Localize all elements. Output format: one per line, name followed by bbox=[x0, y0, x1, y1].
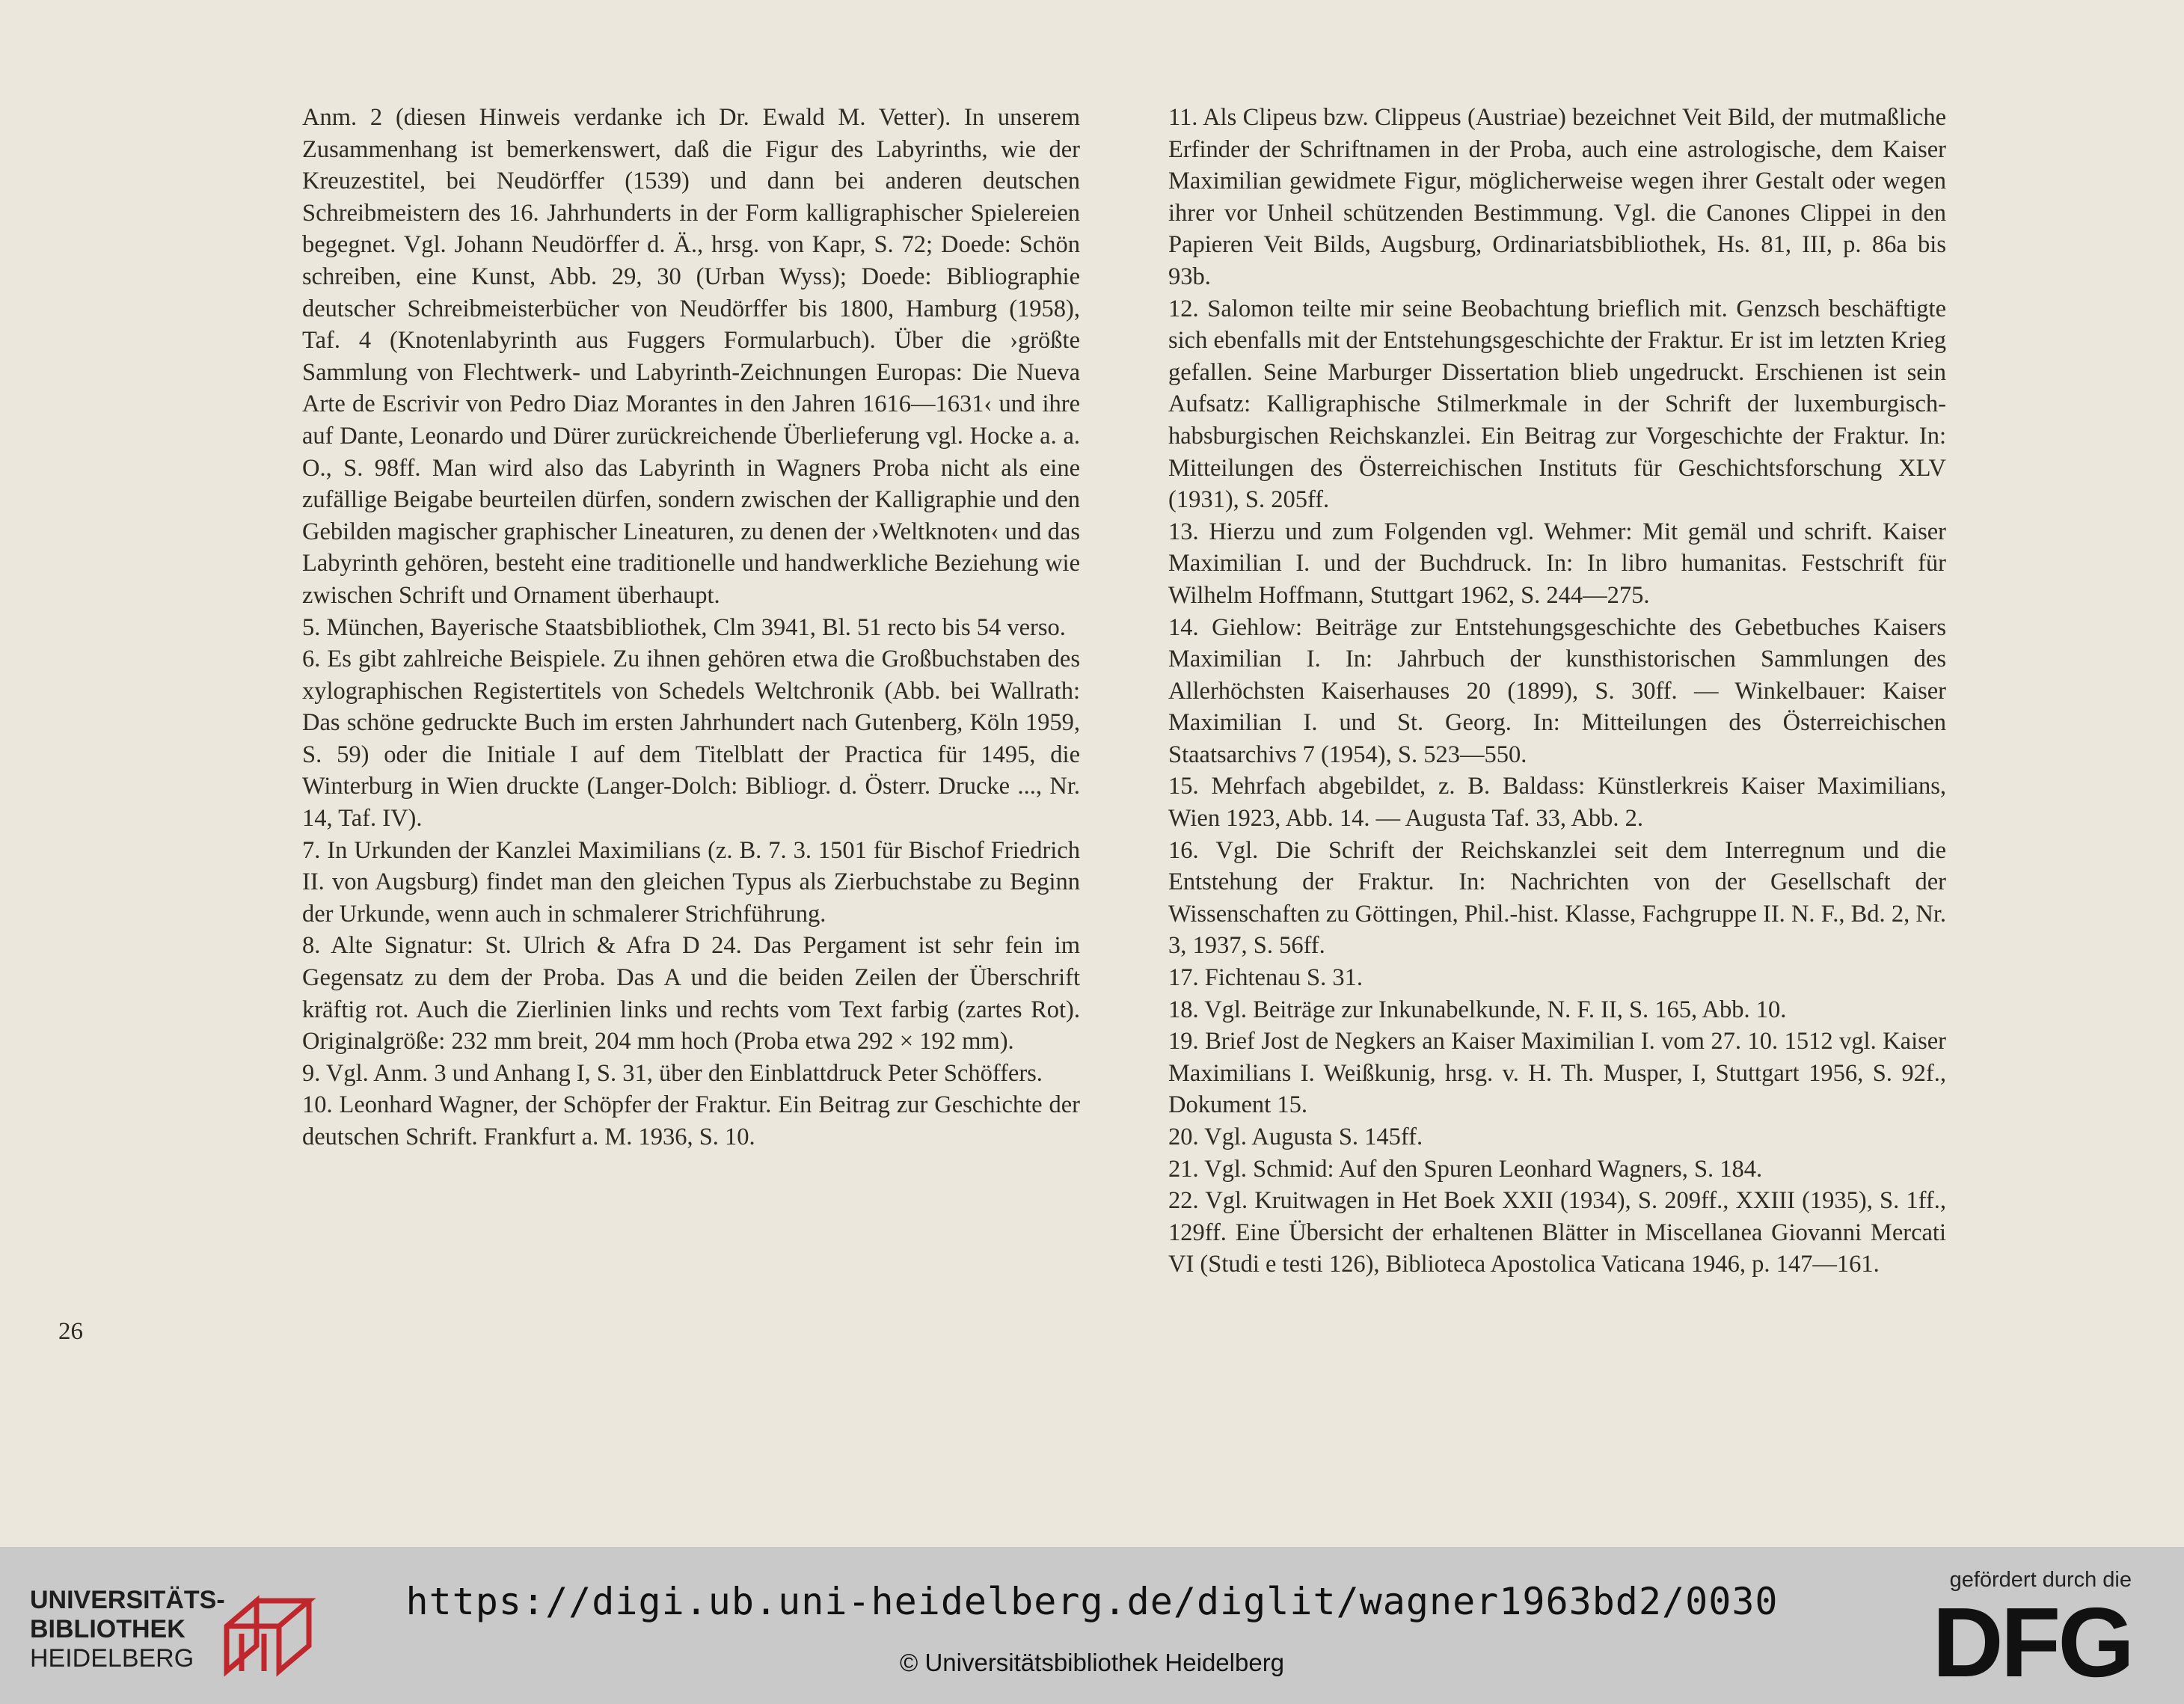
dfg-caption: gefördert durch die bbox=[1949, 1568, 2132, 1592]
footnote: 7. In Urkunden der Kanzlei Maximilians (z. B. 7. 3. 1501 für Bischof Friedrich II. von Augsburg) findet man den gleichen Typus als Zierbuchstabe zu Beginn der Urkunde, wenn auch in schmalerer Strichführung. bbox=[302, 836, 1080, 928]
footnote: Anm. 2 (diesen Hinweis verdanke ich Dr. Ewald M. Vetter). In unserem Zusammenhang ist bemerkenswert, daß die Figur des Labyrinths, wie der Kreuzestitel, bei Neudörffer (1539) und dann bei anderen deutschen Schreibmeistern des 16. Jahrhunderts in der Form kalligraphischer Spielereien begegnet. Vgl. Johann Neudörffer d. Ä., hrsg. von Kapr, S. 72; Doede: Schön schreiben, eine Kunst, Abb. 29, 30 (Urban Wyss); Doede: Bibliographie deutscher Schreibmeisterbücher von Neudörffer bis 1800, Hamburg (1958), Taf. 4 (Knotenlabyrinth aus Fuggers Formularbuch). Über die ›größte Sammlung von Flechtwerk- und Labyrinth-Zeichnungen Europas: Die Nueva Arte de Escrivir von Pedro Diaz Morantes in den Jahren 1616—1631‹ und ihre auf Dante, Leonardo und Dürer zurückreichende Überlieferung vgl. Hocke a. a. O., S. 98ff. Man wird also das Labyrinth in Wagners Proba nicht als eine zufällige Beigabe beurteilen dürfen, sondern zwischen der Kalligraphie und den Gebilden magischer graphischer Lineaturen, zu denen der ›Weltknoten‹ und das Labyrinth gehören, besteht eine traditionelle und handwerkliche Beziehung wie zwischen Schrift und Ornament überhaupt. bbox=[302, 104, 1080, 609]
logo-line: HEIDELBERG bbox=[30, 1644, 194, 1673]
footnote: 6. Es gibt zahlreiche Beispiele. Zu ihnen gehören etwa die Großbuchstaben des xylographischen Registertitels von Schedels Weltchronik (Abb. bei Wallrath: Das schöne gedruckte Buch im ersten Jahrhundert nach Gutenberg, Köln 1959, S. 59) oder die Initiale I auf dem Titelblatt der Practica für 1495, die Winterburg in Wien druckte (Langer-Dolch: Bibliogr. d. Österr. Drucke ..., Nr. 14, Taf. IV). bbox=[302, 646, 1080, 833]
footer-bar bbox=[0, 1547, 2184, 1704]
logo-line: UNIVERSITÄTS- bbox=[30, 1586, 225, 1614]
dfg-logo[interactable] bbox=[1932, 1568, 2162, 1697]
footnote: 13. Hierzu und zum Folgenden vgl. Wehmer: Mit gemäl und schrift. Kaiser Maximilian I. und der Buchdruck. In: In libro humanitas. Festschrift für Wilhelm Hoffmann, Stuttgart 1962, S. 244—275. bbox=[1168, 518, 1946, 609]
footnote: 11. Als Clipeus bzw. Clippeus (Austriae) bezeichnet Veit Bild, der mutmaßliche Erfinder der Schriftnamen in der Proba, auch eine astrologische, dem Kaiser Maximilian gewidmete Figur, möglicherweise wegen ihrer Gestalt oder wegen ihrer vor Unheil schützenden Bestimmung. Vgl. die Canones Clippei in den Papieren Veit Bilds, Augsburg, Ordinariatsbibliothek, Hs. 81, III, p. 86a bis 93b. bbox=[1168, 104, 1946, 290]
footnote: 16. Vgl. Die Schrift der Reichskanzlei seit dem Interregnum und die Entstehung der Fraktur. In: Nachrichten von der Gesellschaft der Wissenschaften zu Göttingen, Phil.-hist. Klasse, Fachgruppe II. N. F., Bd. 2, Nr. 3, 1937, S. 56ff. bbox=[1168, 836, 1946, 960]
footnote: 15. Mehrfach abgebildet, z. B. Baldass: Künstlerkreis Kaiser Maximilians, Wien 1923, Abb. 14. — Augusta Taf. 33, Abb. 2. bbox=[1168, 773, 1946, 833]
footnote: 18. Vgl. Beiträge zur Inkunabelkunde, N. F. II, S. 165, Abb. 10. bbox=[1168, 996, 1787, 1023]
footnote: 20. Vgl. Augusta S. 145ff. bbox=[1168, 1124, 1423, 1150]
footnote: 9. Vgl. Anm. 3 und Anhang I, S. 31, über den Einblattdruck Peter Schöffers. bbox=[302, 1059, 1043, 1087]
footnote: 12. Salomon teilte mir seine Beobachtung brieflich mit. Genzsch beschäftigte sich ebenfalls mit der Entstehungsgeschichte der Fraktur. Er ist im letzten Krieg gefallen. Seine Marburger Dissertation blieb ungedruckt. Erschienen ist sein Aufsatz: Kalligraphische Stilmerkmale in der Schrift der luxemburgisch-habsburgischen Reichskanzlei. Ein Beitrag zur Vorgeschichte der Fraktur. In: Mitteilungen des Österreichischen Instituts für Geschichtsforschung XLV (1931), S. 205ff. bbox=[1168, 295, 1946, 514]
footnote: 8. Alte Signatur: St. Ulrich & Afra D 24. Das Pergament ist sehr fein im Gegensatz zu dem der Proba. Das A und die beiden Zeilen der Überschrift kräftig rot. Auch die Zierlinien links und rechts vom Text farbig (zartes Rot). Originalgröße: 232 mm breit, 204 mm hoch (Proba etwa 292 × 192 mm). bbox=[302, 932, 1080, 1055]
page-number: 26 bbox=[58, 1318, 83, 1345]
permalink-url[interactable]: https://digi.ub.uni-heidelberg.de/diglit/wagner1963bd2/0030 bbox=[405, 1580, 1779, 1623]
footnote: 14. Giehlow: Beiträge zur Entstehungsgeschichte des Gebetbuches Kaisers Maximilian I. In: Jahrbuch der kunsthistorischen Sammlungen des Allerhöchsten Kaiserhauses 20 (1899), S. 30ff. — Winkelbauer: Kaiser Maximilian I. und St. Georg. In: Mitteilungen des Österreichischen Staatsarchivs 7 (1954), S. 523—550. bbox=[1168, 613, 1946, 768]
footnote: 17. Fichtenau S. 31. bbox=[1168, 964, 1363, 992]
left-column bbox=[302, 102, 1080, 1153]
copyright-notice: © Universitätsbibliothek Heidelberg bbox=[899, 1649, 1285, 1676]
dfg-wordmark: DFG bbox=[1932, 1587, 2132, 1697]
footnote: 19. Brief Jost de Negkers an Kaiser Maximilian I. vom 27. 10. 1512 vgl. Kaiser Maximilians I. Weißkunig, hrsg. v. H. Th. Musper, I, Stuttgart 1956, S. 92f., Dokument 15. bbox=[1168, 1028, 1946, 1119]
footnote: 21. Vgl. Schmid: Auf den Spuren Leonhard Wagners, S. 184. bbox=[1168, 1155, 1763, 1183]
logo-line: BIBLIOTHEK bbox=[30, 1615, 185, 1643]
footnote: 22. Vgl. Kruitwagen in Het Boek XXII (1934), S. 209ff., XXIII (1935), S. 1ff., 129ff. Eine Übersicht der erhaltenen Blätter in Miscellanea Giovanni Mercati VI (Studi e testi 126), Biblioteca Apostolica Vaticana 1946, p. 147—161. bbox=[1168, 1187, 1946, 1278]
footnote: 5. München, Bayerische Staatsbibliothek, Clm 3941, Bl. 51 recto bis 54 verso. bbox=[302, 613, 1066, 641]
footnote: 10. Leonhard Wagner, der Schöpfer der Fraktur. Ein Beitrag zur Geschichte der deutschen Schrift. Frankfurt a. M. 1936, S. 10. bbox=[302, 1091, 1080, 1150]
right-column bbox=[1168, 102, 1946, 1281]
